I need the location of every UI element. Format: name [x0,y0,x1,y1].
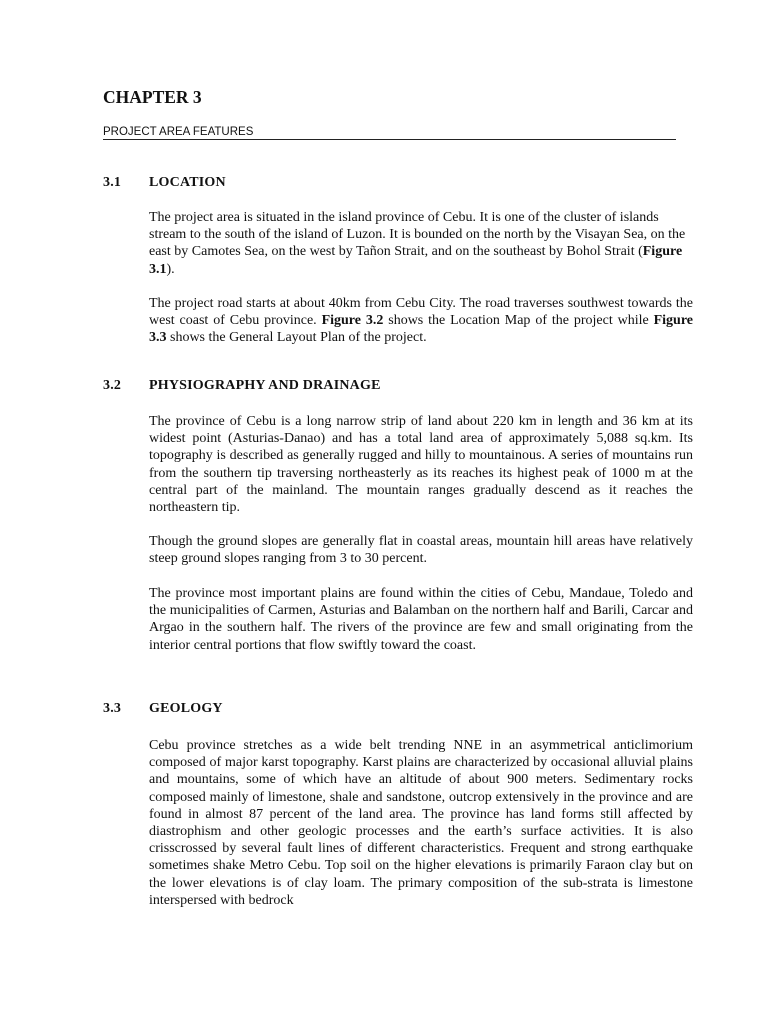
section-title: LOCATION [149,175,226,190]
paragraph-geology-1 [149,737,693,909]
paragraph-physiography-1 [149,413,693,516]
figure-reference: Figure 3.1 [149,244,683,277]
section-number: 3.3 [103,701,122,716]
chapter-subtitle: PROJECT AREA FEATURES [103,126,676,140]
text-run: Though the ground slopes are generally flat in coastal areas, mountain hill areas have relatively steep ground slopes ranging from 3 to 30 percent. [149,534,693,567]
section-number: 3.1 [103,175,122,190]
text-run: Cebu province stretches as a wide belt trending NNE in an asymmetrical anticlimorium composed of major karst topography. Karst plains are characterized by occasional alluvial plains and mountains, some of which have an altitude of about 900 meters. Sedimentary rocks composed mainly of limestone, shale and sandstone, outcrop extensively in the province and are found in almost 87 percent of the land area. The province has land forms still affected by diastrophism and other geologic processes and the earth’s surface activities. It is also crisscrossed by several fault lines of different characteristics. Frequent and strong earthquake sometimes shake Metro Cebu. Top soil on the higher elevations is primarily Faraon clay but on the lower elevations is of clay loam. The primary composition of the sub-strata is limestone interspersed with bedrock [149,738,693,908]
section-title: GEOLOGY [149,701,223,716]
text-run: shows the Location Map of the project while [383,313,654,329]
text-run: The project area is situated in the island province of Cebu. It is one of the cluster of islands stream to the south of the island of Luzon. It is bounded on the north by the Visayan Sea, on the east by Camotes Sea, on the west by Tañon Strait, and on the southeast by Bohol Strait ( [149,210,686,260]
section-heading-location [103,175,226,191]
text-run: ). [166,261,175,277]
section-number: 3.2 [103,378,122,393]
section-heading-physiography [103,378,381,394]
text-run: The province of Cebu is a long narrow strip of land about 220 km in length and 36 km at its widest point (Asturias-Danao) and has a total land area of approximately 5,088 sq.km. Its topography is described as generally rugged and hilly to mountainous. A series of mountains run from the southern tip traversing northeasterly as its reaches its highest peak of 1000 m at the central part of the mainland. The mountain ranges gradually descend as it reaches the northeastern tip. [149,414,693,516]
paragraph-location-1 [149,209,693,278]
figure-reference: Figure 3.2 [321,313,384,329]
chapter-title: CHAPTER 3 [103,87,202,107]
paragraph-location-2 [149,295,693,347]
text-run: The province most important plains are found within the cities of Cebu, Mandaue, Toledo and the municipalities of Carmen, Asturias and Balamban on the northern half and Barili, Carcar and Argao in the southern half. The rivers of the province are few and small originating from the interior central portions that flow swiftly toward the coast. [149,586,693,653]
text-run: shows the General Layout Plan of the project. [166,330,427,346]
section-heading-geology [103,701,223,717]
paragraph-physiography-2 [149,533,693,567]
section-title: PHYSIOGRAPHY AND DRAINAGE [149,378,381,393]
paragraph-physiography-3 [149,585,693,654]
figure-reference: Figure 3.3 [149,313,694,346]
text-run: The project road starts at about 40km from Cebu City. The road traverses southwest towards the west coast of Cebu province. [149,296,693,329]
